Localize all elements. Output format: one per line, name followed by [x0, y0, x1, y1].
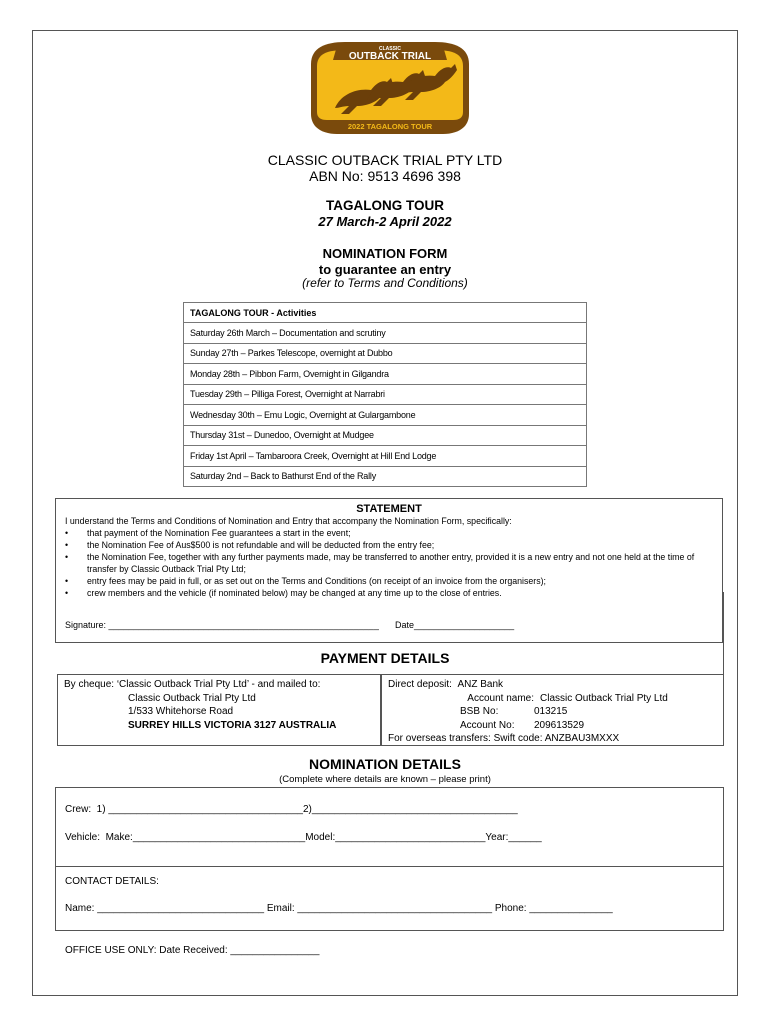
statement-item — [56, 551, 722, 575]
payment-deposit-box — [381, 674, 724, 746]
bullet-icon: • — [65, 528, 69, 538]
bullet-icon: • — [65, 552, 69, 562]
address-line: 1/533 Whitehorse Road — [128, 706, 234, 717]
account-name-label: Account name: — [467, 692, 534, 704]
statement-item-text: the Nomination Fee, together with any further payments made, may be transferred to another entry, provided it is a new entry and not one held at the time of transfer by Classic Outback Trial Pty Ltd; — [87, 552, 695, 574]
crew-field[interactable]: Crew: 1) ___________________________________2)_____________________________________ — [65, 804, 518, 815]
tour-dates: 27 March-2 April 2022 — [318, 214, 452, 229]
statement-intro: I understand the Terms and Conditions of Nomination and Entry that accompany the Nomination Form, specifically: — [65, 516, 512, 526]
overseas-transfer-line: For overseas transfers: Swift code: ANZBAU3MXXX — [388, 733, 620, 744]
statement-item-text: that payment of the Nomination Fee guarantees a start in the event; — [87, 528, 351, 538]
bullet-icon: • — [65, 540, 69, 550]
direct-deposit-label: Direct deposit: — [388, 679, 452, 690]
vertical-rule — [723, 592, 724, 680]
statement-box — [55, 498, 723, 643]
bsb-label: BSB No: — [460, 706, 499, 717]
bullet-icon: • — [65, 576, 69, 586]
activity-row: Monday 28th – Pibbon Farm, Overnight in Gilgandra — [184, 364, 587, 385]
office-use-field[interactable]: OFFICE USE ONLY: Date Received: ________________ — [65, 945, 320, 956]
signature-date-field[interactable]: Date____________________ — [395, 620, 515, 630]
outback-trial-logo — [305, 38, 475, 136]
activity-row: Saturday 26th March – Documentation and scrutiny — [184, 323, 587, 344]
cheque-line: By cheque: ‘Classic Outback Trial Pty Ltd’ - and mailed to: — [64, 679, 321, 690]
statement-item — [56, 587, 722, 599]
form-title: NOMINATION FORM — [322, 246, 448, 261]
deposit-bank-row — [388, 678, 717, 692]
activities-table — [183, 302, 587, 487]
abn-number: ABN No: 9513 4696 398 — [309, 168, 461, 184]
statement-item-text: entry fees may be paid in full, or as set out on the Terms and Conditions (on receipt of an invoice from the organisers); — [87, 576, 546, 586]
activity-row: Saturday 2nd – Back to Bathurst End of the Rally — [184, 466, 587, 487]
nomination-title: NOMINATION DETAILS — [309, 756, 461, 772]
company-name: CLASSIC OUTBACK TRIAL PTY LTD — [267, 152, 503, 168]
activities-heading: TAGALONG TOUR - Activities — [184, 303, 587, 323]
address-line: SURREY HILLS VICTORIA 3127 AUSTRALIA — [128, 719, 337, 731]
contact-details-label: CONTACT DETAILS: — [65, 876, 159, 887]
payment-title: PAYMENT DETAILS — [320, 650, 450, 666]
activity-row: Tuesday 29th – Pilliga Forest, Overnight at Narrabri — [184, 384, 587, 405]
bullet-icon: • — [65, 588, 69, 598]
vehicle-field[interactable]: Vehicle: Make:_______________________________Model:___________________________Year:______ — [65, 832, 542, 843]
bsb-row — [388, 705, 717, 719]
payment-cheque-box — [57, 674, 381, 746]
statement-item-text: crew members and the vehicle (if nominated below) may be changed at any time up to the close of entries. — [87, 588, 502, 598]
statement-item — [56, 527, 722, 539]
activity-row: Friday 1st April – Tambaroora Creek, Overnight at Hill End Lodge — [184, 446, 587, 467]
activity-row: Thursday 31st – Dunedoo, Overnight at Mudgee — [184, 425, 587, 446]
statement-item-text: the Nomination Fee of Aus$500 is not refundable and will be deducted from the entry fee; — [87, 540, 435, 550]
nomination-divider — [56, 866, 723, 867]
bank-name: ANZ Bank — [457, 679, 504, 690]
statement-list — [56, 527, 722, 599]
statement-title: STATEMENT — [356, 503, 422, 515]
logo-bottom-text: 2022 TAGALONG TOUR — [347, 122, 433, 131]
activity-row: Sunday 27th – Parkes Telescope, overnight at Dubbo — [184, 343, 587, 364]
form-reference: (refer to Terms and Conditions) — [302, 276, 468, 290]
account-number-value: 209613529 — [534, 719, 585, 731]
account-name-value: Classic Outback Trial Pty Ltd — [540, 692, 668, 704]
nomination-subtitle: (Complete where details are known – please print) — [279, 774, 491, 785]
logo-main-text: OUTBACK TRIAL — [348, 51, 432, 62]
tour-title: TAGALONG TOUR — [326, 198, 444, 213]
form-subtitle: to guarantee an entry — [318, 262, 452, 277]
statement-item — [56, 575, 722, 587]
account-name-row — [388, 692, 717, 706]
logo-top-text: CLASSIC — [379, 46, 401, 52]
statement-item — [56, 539, 722, 551]
contact-field[interactable]: Name: ______________________________ Email: ___________________________________ Phone: _______________ — [65, 903, 613, 914]
address-line: Classic Outback Trial Pty Ltd — [128, 692, 256, 704]
activity-row: Wednesday 30th – Emu Logic, Overnight at Gulargambone — [184, 405, 587, 426]
signature-field[interactable]: Signature: ______________________________________________________ — [65, 620, 379, 630]
nomination-box — [55, 787, 724, 931]
account-number-label: Account No: — [460, 719, 515, 731]
bsb-value: 013215 — [534, 706, 568, 717]
account-number-row — [388, 719, 717, 733]
